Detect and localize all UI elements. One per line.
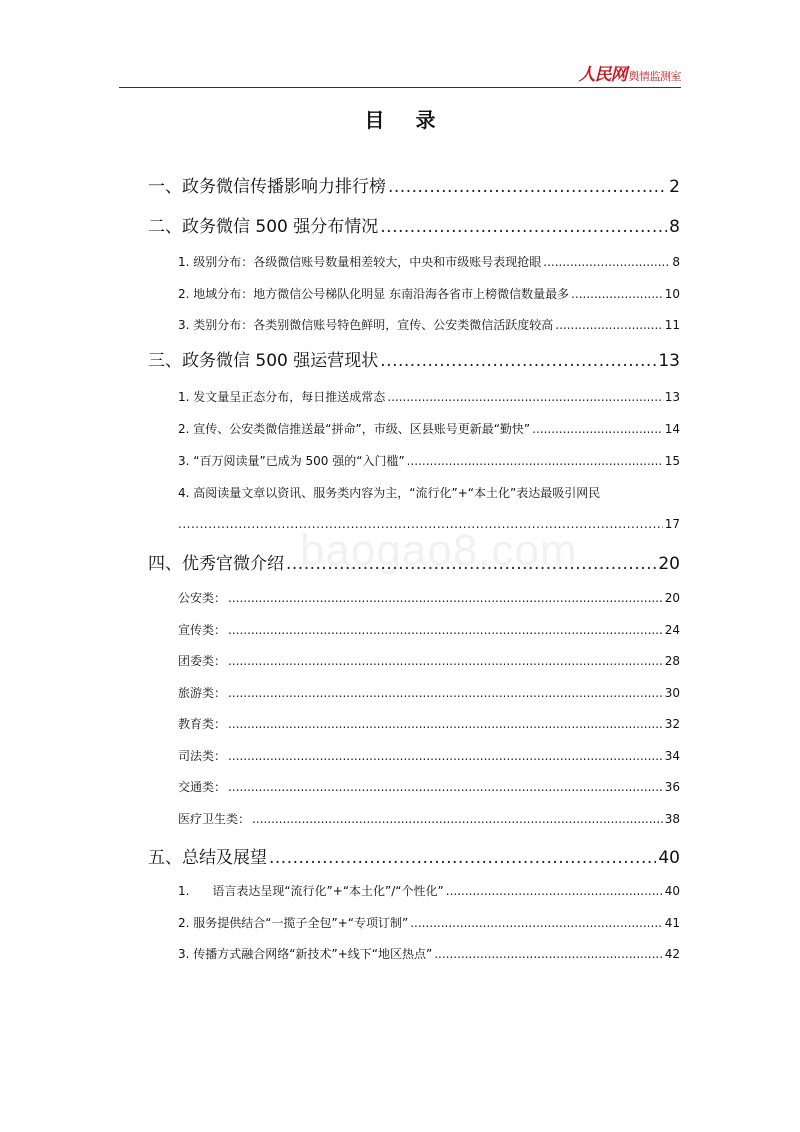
dot-leader [434, 947, 663, 961]
toc-item-label: 3. “百万阅读量”已成为 500 强的“入门槛” [178, 454, 405, 468]
toc-item[interactable] [178, 747, 680, 764]
toc-page-number: 30 [664, 686, 680, 700]
toc-item[interactable] [178, 778, 680, 795]
toc-section-1[interactable] [148, 172, 680, 197]
toc-page-number: 40 [664, 884, 680, 898]
toc-item-label: 2. 宣传、公安类微信推送最“拼命”，市级、区县账号更新最“勤快” [178, 422, 531, 436]
dot-leader [380, 351, 656, 371]
toc-section-3[interactable] [148, 346, 680, 371]
page-header [119, 56, 681, 88]
toc-page-number: 28 [664, 654, 680, 668]
dot-leader [252, 812, 663, 826]
toc-item[interactable] [178, 621, 680, 638]
logo-brand: 人民网 [578, 65, 627, 85]
toc-item[interactable] [178, 810, 680, 827]
dot-leader [228, 749, 663, 763]
toc-section-label: 一、政务微信传播影响力排行榜 [148, 177, 386, 197]
dot-leader [228, 686, 663, 700]
toc-page-number: 15 [664, 454, 680, 468]
toc-page-number: 36 [664, 780, 680, 794]
toc-item[interactable] [178, 914, 680, 931]
dot-leader [228, 623, 663, 637]
toc-page-number: 40 [658, 848, 680, 868]
dot-leader [532, 422, 663, 436]
toc-item-label: 医疗卫生类： [178, 812, 251, 826]
toc-item[interactable] [178, 316, 680, 333]
watermark: baogao8.com [300, 526, 578, 575]
dot-leader [228, 717, 663, 731]
toc-title: 目 录 [364, 108, 448, 132]
toc-item-label: 3. 传播方式融合网络“新技术”+线下“地区热点” [178, 947, 433, 961]
logo-subtitle: 舆情监测室 [628, 70, 681, 83]
toc-page-number: 8 [672, 255, 680, 269]
toc-item-label: 1. 语言表达呈现“流行化”+“本土化”/“个性化” [178, 884, 444, 898]
toc-item[interactable] [178, 715, 680, 732]
toc-page-number: 14 [664, 422, 680, 436]
toc-item-label: 旅游类： [178, 686, 227, 700]
toc-item-label: 3. 类别分布：各类别微信账号特色鲜明，宣传、公安类微信活跃度较高 [178, 318, 554, 332]
toc-page-number: 24 [664, 623, 680, 637]
toc-section-2[interactable] [148, 212, 680, 237]
people-net-logo [579, 60, 682, 85]
toc-page-number: 13 [664, 390, 680, 404]
toc-item-label: 4. 高阅读量文章以资讯、服务类内容为主，“流行化”+“本土化”表达最吸引网民 [178, 486, 601, 500]
toc-section-label: 五、总结及展望 [148, 848, 267, 868]
toc-item-label: 司法类： [178, 749, 227, 763]
toc-page-number: 41 [664, 916, 680, 930]
toc-page-number: 11 [664, 318, 680, 332]
toc-item-label: 团委类： [178, 654, 227, 668]
header-rule [119, 87, 681, 88]
dot-leader [388, 177, 667, 197]
toc-item[interactable] [178, 484, 680, 531]
toc-page-number: 20 [664, 591, 680, 605]
toc-page-number: 2 [669, 177, 680, 197]
toc-item[interactable] [178, 684, 680, 701]
toc-section-5[interactable] [148, 843, 680, 868]
toc-item-label: 宣传类： [178, 623, 227, 637]
toc-item-label: 公安类： [178, 591, 227, 605]
toc-item-label: 1. 发文量呈正态分布，每日推送成常态 [178, 390, 386, 404]
toc-item-label: 教育类： [178, 717, 227, 731]
dot-leader [543, 255, 670, 269]
toc-item[interactable] [178, 420, 680, 437]
toc-item[interactable] [178, 945, 680, 962]
toc-page-number: 42 [664, 947, 680, 961]
dot-leader [228, 780, 663, 794]
dot-leader [387, 390, 662, 404]
toc-item-label: 2. 服务提供结合“一揽子全包”+“专项订制” [178, 916, 409, 930]
toc-section-4[interactable] [148, 549, 680, 574]
toc-item[interactable] [178, 285, 680, 302]
dot-leader [178, 517, 663, 531]
toc-item[interactable] [178, 882, 680, 899]
toc-item-leader-row [178, 517, 680, 531]
toc-item[interactable] [178, 253, 680, 270]
toc-page-number: 38 [664, 812, 680, 826]
toc-item[interactable] [178, 652, 680, 669]
toc-page-number: 34 [664, 749, 680, 763]
toc-section-label: 二、政务微信 500 强分布情况 [148, 217, 379, 237]
toc-item-label: 1. 级别分布：各级微信账号数量相差较大，中央和市级账号表现抢眼 [178, 255, 542, 269]
toc-item-label: 2. 地域分布：地方微信公号梯队化明显 东南沿海各省市上榜微信数量最多 [178, 287, 570, 301]
dot-leader [228, 654, 663, 668]
toc-item[interactable] [178, 589, 680, 606]
toc-page-number: 10 [664, 287, 680, 301]
dot-leader [269, 848, 656, 868]
dot-leader [286, 554, 656, 574]
dot-leader [555, 318, 662, 332]
dot-leader [407, 454, 663, 468]
dot-leader [446, 884, 663, 898]
toc-page-number: 20 [658, 554, 680, 574]
dot-leader [228, 591, 663, 605]
toc-item[interactable] [178, 452, 680, 469]
toc-item-label: 交通类： [178, 780, 227, 794]
dot-leader [410, 916, 663, 930]
toc-section-label: 三、政务微信 500 强运营现状 [148, 351, 379, 371]
toc-page-number: 8 [669, 217, 680, 237]
toc-page-number: 32 [664, 717, 680, 731]
dot-leader [380, 217, 667, 237]
toc-page-number: 13 [658, 351, 680, 371]
dot-leader [571, 287, 663, 301]
toc-page-number: 17 [664, 517, 680, 531]
toc-section-label: 四、优秀官微介绍 [148, 554, 284, 574]
toc-item[interactable] [178, 388, 680, 405]
